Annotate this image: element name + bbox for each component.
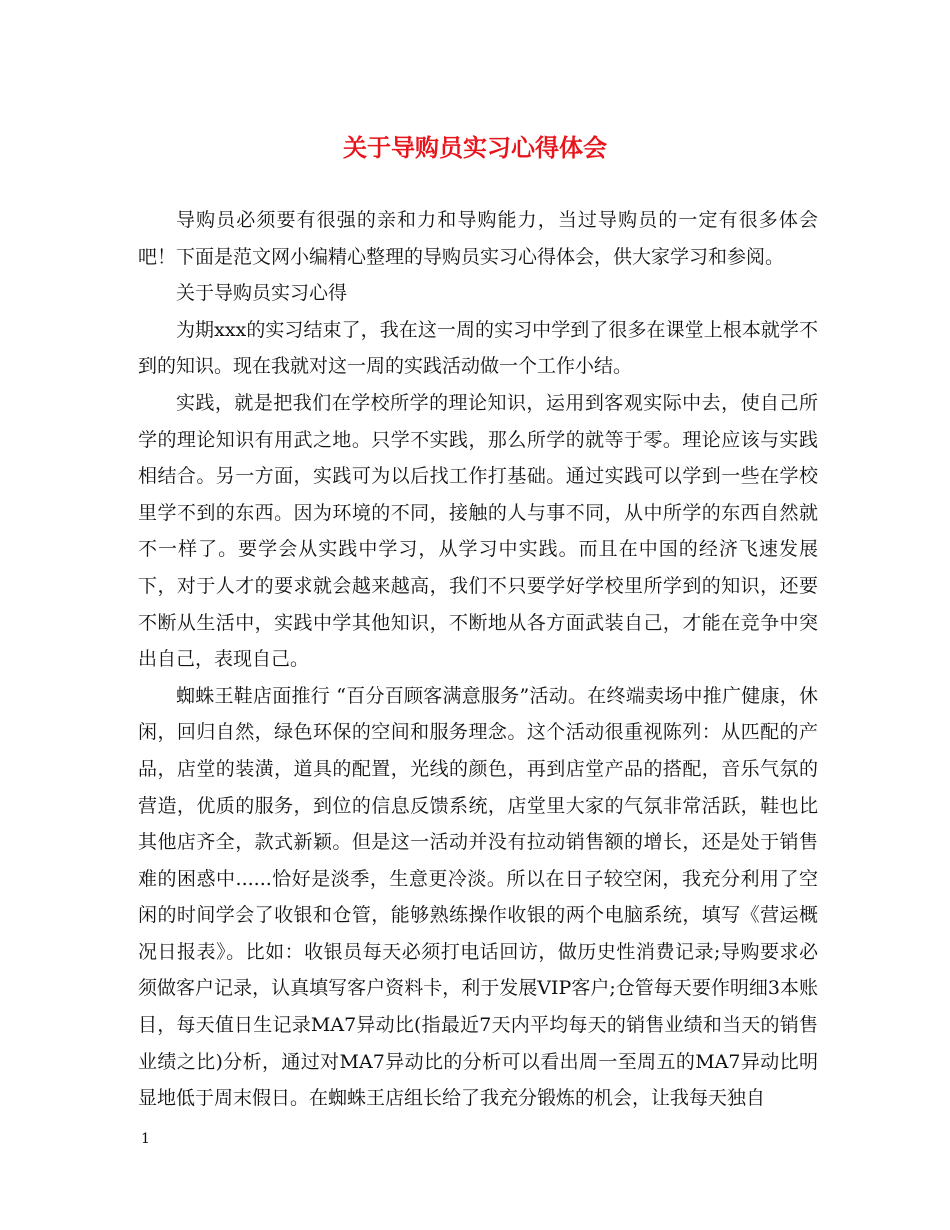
document-body — [138, 202, 818, 1117]
paragraph-intro: 导购员必须要有很强的亲和力和导购能力，当过导购员的一定有很多体会吧！下面是范文网小编精心整理的导购员实习心得体会，供大家学习和参阅。 — [138, 209, 818, 268]
paragraph-store-activity: 蜘蛛王鞋店面推行 “百分百顾客满意服务”活动。在终端卖场中推广健康，休闲，回归自然，绿色环保的空间和服务理念。这个活动很重视陈列：从匹配的产品，店堂的装潢，道具的配置，光线的颜色，再到店堂产品的搭配，音乐气氛的营造，优质的服务，到位的信息反馈系统，店堂里大家的气氛非常活跃，鞋也比其他店齐全，款式新颖。但是这一活动并没有拉动销售额的增长，还是处于销售难的困惑中......恰好是淡季，生意更冷淡。所以在日子较空闲，我充分利用了空闲的时间学会了收银和仓管，能够熟练操作收银的两个电脑系统，填写《营运概况日报表》。比如：收银员每天必须打电话回访，做历史性消费记录;导购要求必须做客户记录，认真填写客户资料卡，利于发展VIP客户;仓管每天要作明细3本账目，每天值日生记录MA7异动比(指最近7天内平均每天的销售业绩和当天的销售业绩之比)分析，通过对MA7异动比的分析可以看出周一至周五的MA7异动比明显地低于周末假日。在蜘蛛王店组长给了我充分锻炼的机会，让我每天独自 — [138, 684, 818, 1110]
paragraph-subheading: 关于导购员实习心得 — [176, 282, 348, 305]
page-number: 1 — [141, 1131, 150, 1147]
paragraph-practice: 实践，就是把我们在学校所学的理论知识，运用到客观实际中去，使自己所学的理论知识有用武之地。只学不实践，那么所学的就等于零。理论应该与实践相结合。另一方面，实践可为以后找工作打基础。通过实践可以学到一些在学校里学不到的东西。因为环境的不同，接触的人与事不同，从中所学的东西自然就不一样了。要学会从实践中学习，从学习中实践。而且在中国的经济飞速发展下，对于人才的要求就会越来越高，我们不只要学好学校里所学到的知识，还要不断从生活中，实践中学其他知识，不断地从各方面武装自己，才能在竞争中突出自己，表现自己。 — [138, 391, 818, 671]
document-title: 关于导购员实习心得体会 — [343, 133, 607, 162]
paragraph-internship-summary: 为期xxx的实习结束了，我在这一周的实习中学到了很多在课堂上根本就学不到的知识。现在我就对这一周的实践活动做一个工作小结。 — [138, 318, 818, 378]
